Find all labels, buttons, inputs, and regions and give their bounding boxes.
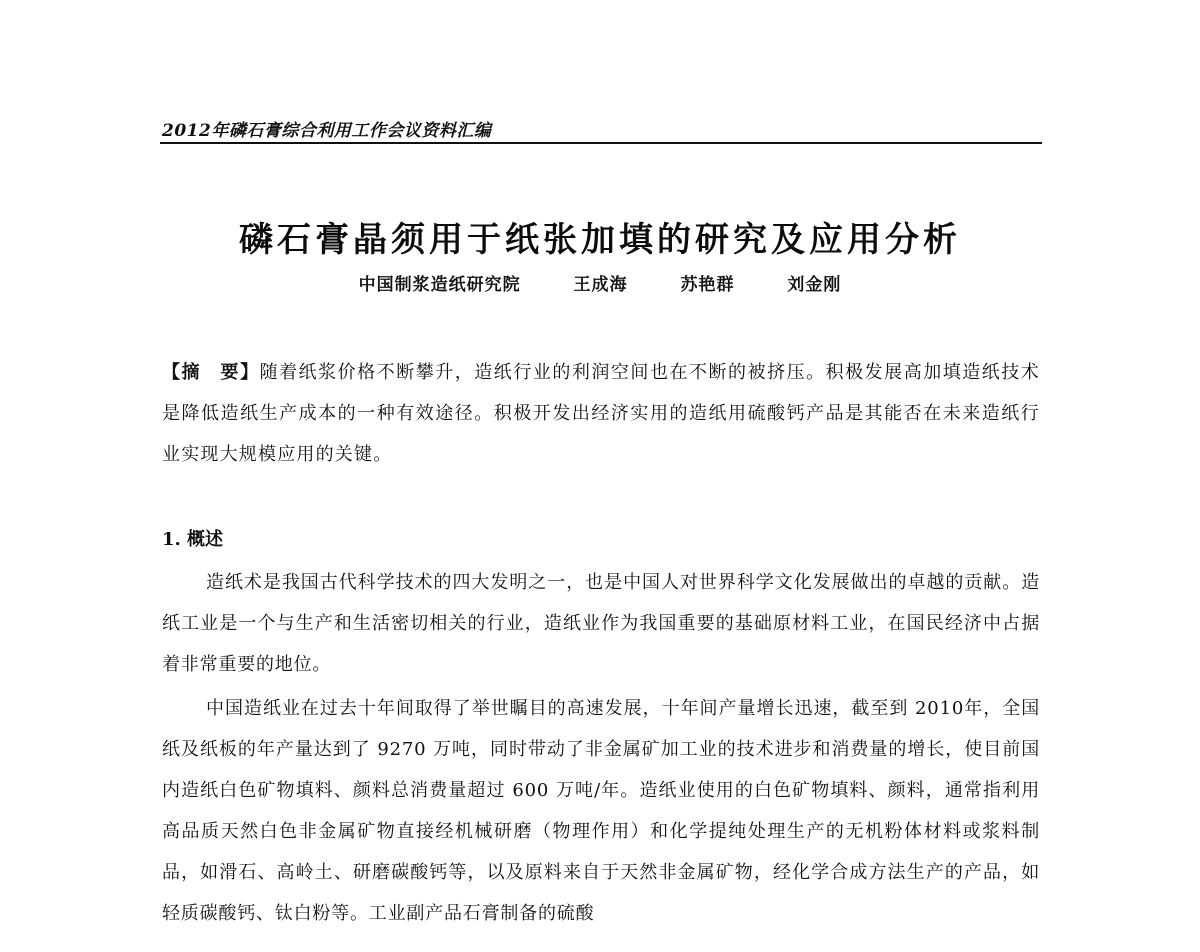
body-paragraph: 中国造纸业在过去十年间取得了举世瞩目的高速发展，十年间产量增长迅速，截至到 2010年，全国纸及纸板的年产量达到了 9270 万吨，同时带动了非金属矿加工业的技术进步和消费量的增长，使目前国内造纸白色矿物填料、颜料总消费量超过 600 万吨/年。造纸业使用的白色矿物填料、颜料，通常指利用高品质天然白色非金属矿物直接经机械研磨（物理作用）和化学提纯处理生产的无机粉体材料或浆料制品，如滑石、高岭土、研磨碳酸钙等，以及原料来自于天然非金属矿物，经化学合成方法生产的产品，如轻质碳酸钙、钛白粉等。工业副产品石膏制备的硫酸 bbox=[162, 698, 1040, 924]
abstract bbox=[162, 352, 1040, 475]
byline bbox=[0, 270, 1200, 295]
author-name: 苏艳群 bbox=[680, 275, 735, 295]
body-paragraph: 造纸术是我国古代科学技术的四大发明之一，也是中国人对世界科学文化发展做出的卓越的贡献。造纸工业是一个与生产和生活密切相关的行业，造纸业作为我国重要的基础原材料工业，在国民经济中占据着非常重要的地位。 bbox=[162, 572, 1040, 675]
abstract-label: 【摘 要】 bbox=[162, 362, 260, 383]
header-rule bbox=[160, 142, 1042, 144]
affiliation: 中国制浆造纸研究院 bbox=[358, 275, 521, 295]
author-name: 王成海 bbox=[573, 275, 628, 295]
article-title: 磷石膏晶须用于纸张加填的研究及应用分析 bbox=[239, 220, 961, 260]
abstract-text: 随着纸浆价格不断攀升，造纸行业的利润空间也在不断的被挤压。积极发展高加填造纸技术是降低造纸生产成本的一种有效途径。积极开发出经济实用的造纸用硫酸钙产品是其能否在未来造纸行业实现大规模应用的关键。 bbox=[162, 362, 1040, 465]
running-header: 2012年磷石膏综合利用工作会议资料汇编 bbox=[162, 121, 492, 141]
author-name: 刘金刚 bbox=[787, 275, 842, 295]
section-heading: 1. 概述 bbox=[162, 529, 224, 550]
